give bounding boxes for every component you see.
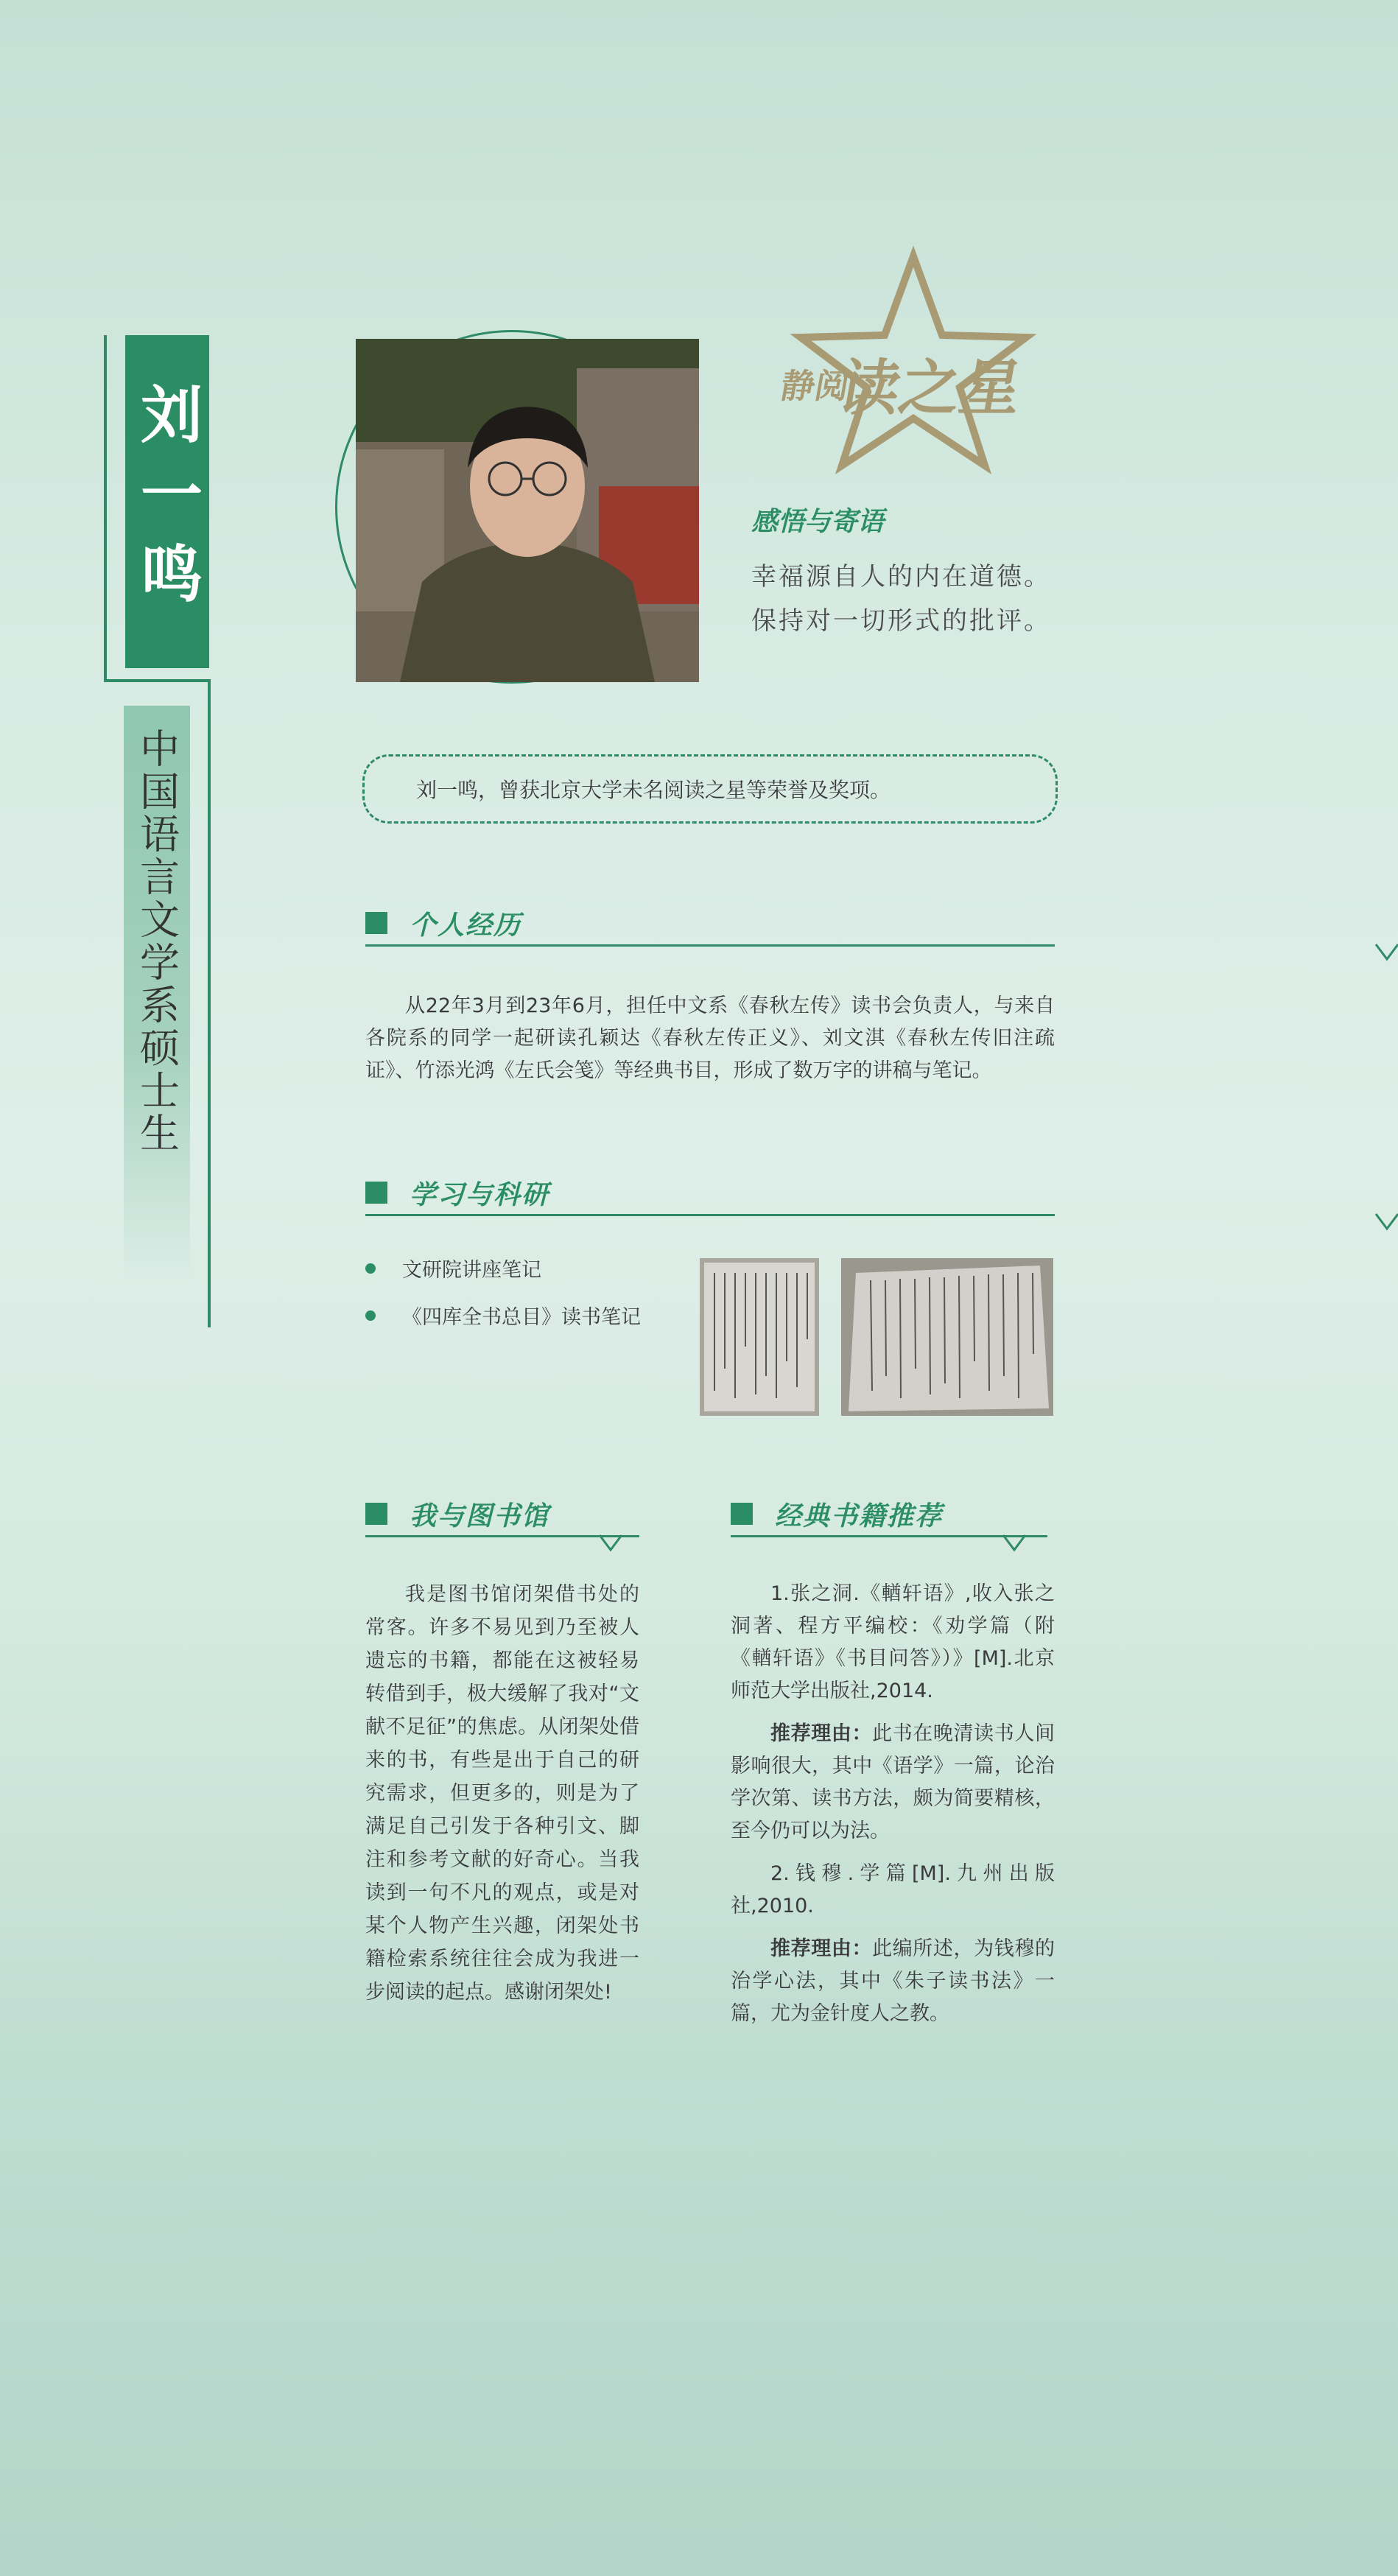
section-title: 我与图书馆 — [410, 1501, 550, 1531]
lecture-notes-image — [700, 1258, 819, 1416]
library-text: 我是图书馆闭架借书处的常客。许多不易见到乃至被人遗忘的书籍，都能在这被轻易转借到手，极大缓解了我对“文献不足征”的焦虑。从闭架处借来的书，有些是出于自己的研究需求，但更多的，则是为了满足自己引发于各种引文、脚注和参考文献的好奇心。当我读到一句不凡的观点，或是对某个人物产生兴趣，闭架处书籍检索系统往往会成为我进一步阅读的起点。感谢闭架处! — [365, 1583, 639, 2004]
person-title: 中国语言文学系硕士生 — [133, 728, 180, 1155]
section-title: 经典书籍推荐 — [775, 1501, 944, 1531]
section-divider — [365, 1214, 1055, 1216]
section-marker — [365, 1503, 387, 1525]
divider-notch — [1003, 1535, 1025, 1551]
reading-star-logo — [777, 250, 1035, 471]
list-item — [365, 1254, 541, 1282]
divider-notch — [1376, 1214, 1398, 1230]
reason-text: 此编所述，为钱穆的治学心法，其中《朱子读书法》一篇，尤为金针度人之教。 — [731, 1937, 1055, 2025]
section-marker — [731, 1503, 753, 1525]
list-item — [365, 1301, 641, 1330]
book-entry: 2.钱穆.学篇[M].九州出版社,2010. — [731, 1862, 1055, 1917]
section-title: 学习与科研 — [410, 1179, 550, 1210]
book-entry: 1.张之洞.《輶轩语》,收入张之洞著、程方平编校：《劝学篇（附《輶轩语》《书目问答》）》[M].北京师范大学出版社,2014. — [731, 1582, 1055, 1702]
reason-label: 推荐理由： — [770, 1722, 873, 1745]
bullet-icon — [365, 1263, 376, 1274]
section-divider — [365, 1535, 639, 1537]
book-reason — [731, 1933, 1055, 2030]
section-marker — [365, 1182, 387, 1204]
logo-side-text: 静阅 — [777, 365, 853, 406]
honor-text: 刘一鸣，曾获北京大学未名阅读之星等荣誉及奖项。 — [416, 778, 891, 802]
reason-text: 此书在晚清读书人间影响很大，其中《语学》一篇，论治学次第、读书方法，颇为简要精核，至今仍可以为法。 — [731, 1722, 1055, 1842]
section-divider — [731, 1535, 1047, 1537]
divider-notch — [1376, 944, 1398, 961]
left-border-line — [104, 679, 211, 682]
books-list — [731, 1578, 1055, 2030]
left-border-line — [104, 335, 107, 681]
reading-notes-image — [841, 1258, 1053, 1416]
books-section-header — [731, 1495, 1047, 1540]
list-item-label: 文研院讲座笔记 — [402, 1259, 541, 1282]
divider-notch — [600, 1535, 622, 1551]
bullet-icon — [365, 1310, 376, 1321]
experience-section-header — [365, 905, 1055, 949]
motto-line: 保持对一切形式的批评。 — [751, 606, 1051, 636]
motto-line: 幸福源自人的内在道德。 — [751, 562, 1051, 592]
reason-label: 推荐理由： — [770, 1937, 873, 1960]
experience-text: 从22年3月到23年6月，担任中文系《春秋左传》读书会负责人，与来自各院系的同学一起研读孔颖达《春秋左传正义》、刘文淇《春秋左传旧注疏证》、竹添光鸿《左氏会笺》等经典书目，形成了数万字的讲稿与笔记。 — [365, 994, 1055, 1082]
name-badge — [125, 335, 209, 668]
section-divider — [365, 944, 1055, 947]
left-border-line — [208, 679, 211, 1327]
title-banner — [124, 706, 190, 1280]
motto-heading: 感悟与寄语 — [751, 506, 885, 537]
logo-main-text: 读之星 — [833, 353, 1028, 424]
profile-photo — [356, 339, 699, 682]
section-marker — [365, 912, 387, 934]
section-title: 个人经历 — [410, 910, 522, 941]
book-reason — [731, 1718, 1055, 1847]
person-name: 刘一鸣 — [130, 382, 204, 621]
library-section-header — [365, 1495, 639, 1540]
list-item-label: 《四库全书总目》读书笔记 — [402, 1306, 641, 1329]
study-section-header — [365, 1174, 1055, 1218]
honor-box — [362, 754, 1058, 824]
